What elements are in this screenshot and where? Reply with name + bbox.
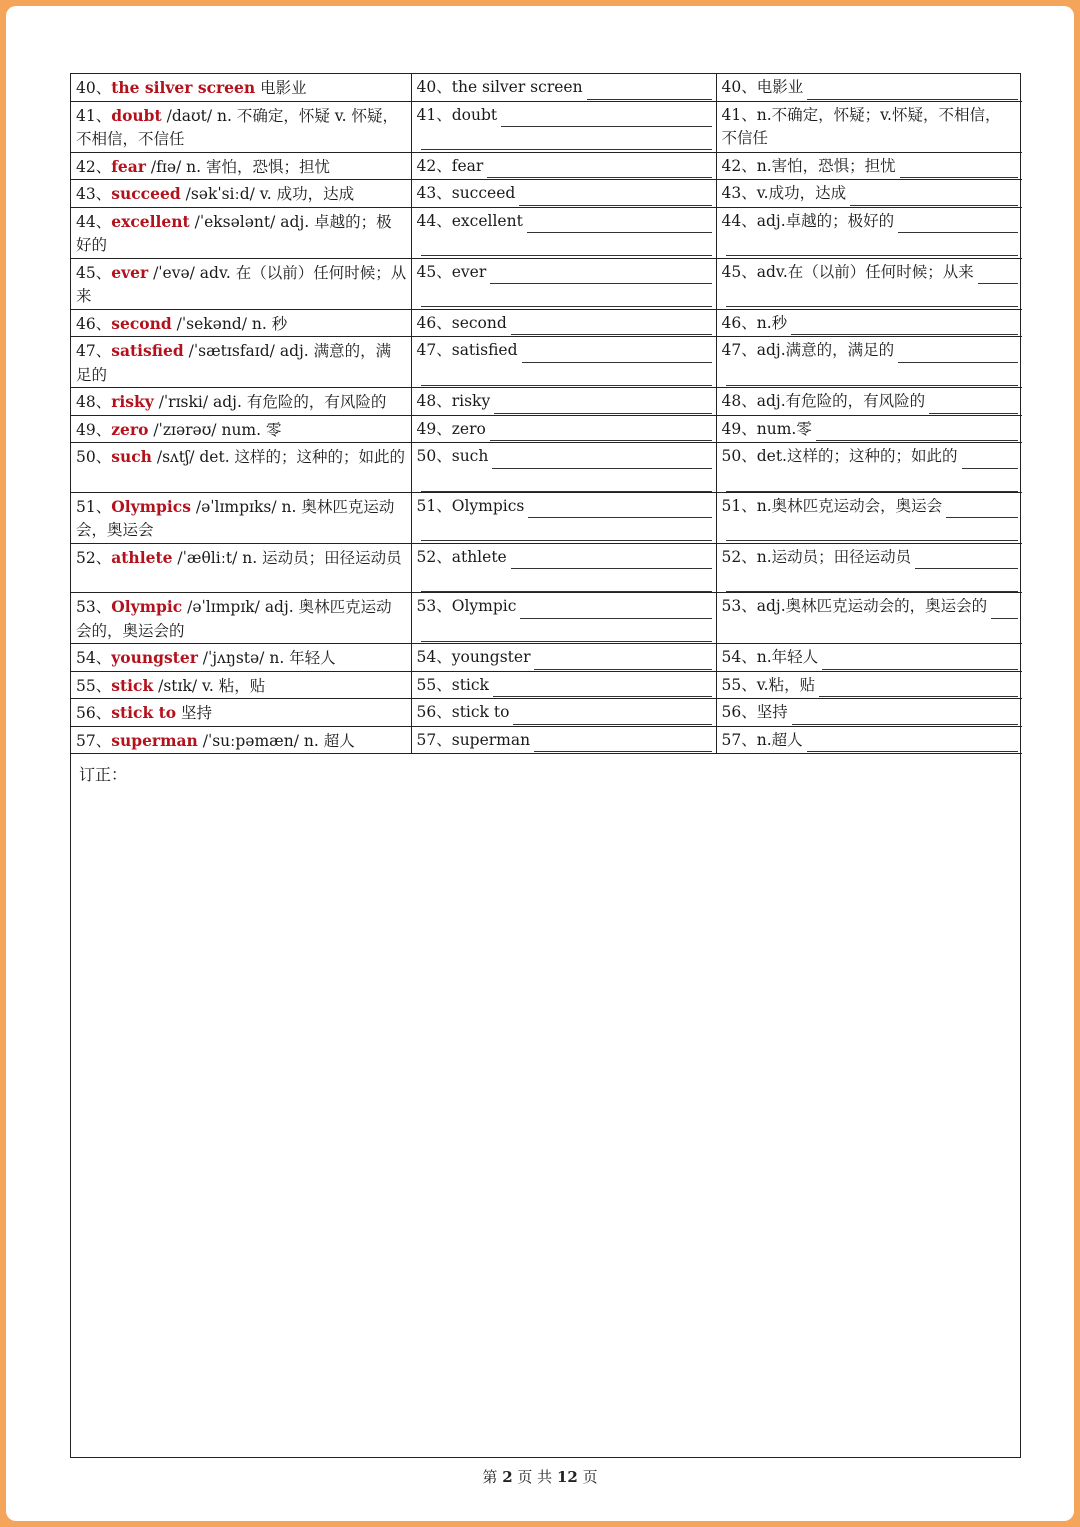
item-number: 41、: [76, 106, 112, 125]
answer-blank-line[interactable]: [421, 363, 712, 386]
answer-blank[interactable]: [816, 422, 1018, 441]
vocab-row: [71, 443, 1022, 493]
prompt-meaning: num.零: [756, 419, 812, 438]
vocab-row: [71, 726, 1022, 754]
item-number: 44、: [416, 211, 452, 230]
item-number: 55、: [416, 675, 452, 694]
item-number: 54、: [416, 648, 452, 666]
answer-blank[interactable]: [520, 600, 711, 619]
prompt-meaning: adv.在（以前）任何时候；从来: [756, 262, 974, 281]
answer-blank[interactable]: [534, 733, 711, 752]
prompt-word: athlete: [451, 547, 507, 566]
answer-blank[interactable]: [978, 265, 1018, 284]
prompt-text: [417, 104, 498, 128]
prompt-text: [722, 495, 943, 519]
prompt-text: [722, 390, 926, 414]
english-prompt-cell: [411, 699, 716, 727]
reference-cell: [71, 593, 411, 644]
vocab-row: [71, 415, 1022, 443]
vocab-word: excellent: [111, 211, 190, 231]
vocab-word: second: [111, 313, 172, 333]
answer-blank[interactable]: [494, 395, 711, 414]
chinese-prompt-cell: [716, 152, 1022, 180]
answer-blank-line[interactable]: [726, 363, 1019, 386]
prompt-text: [722, 445, 958, 469]
prompt-text: [722, 104, 1015, 151]
answer-blank-line[interactable]: [421, 518, 712, 541]
vocab-row: [71, 388, 1022, 416]
vocab-row: [71, 543, 1022, 593]
answer-blank[interactable]: [850, 187, 1018, 206]
chinese-prompt-cell: [716, 180, 1022, 208]
answer-blank-line[interactable]: [421, 469, 712, 492]
answer-blank-line[interactable]: [726, 518, 1019, 541]
english-prompt-cell: [411, 726, 716, 754]
prompt-word: stick: [451, 675, 489, 694]
chinese-prompt-cell: [716, 644, 1022, 672]
page-footer: [0, 1466, 1080, 1487]
answer-blank[interactable]: [587, 81, 712, 100]
item-number: 55、: [76, 676, 112, 695]
prompt-word: ever: [451, 262, 487, 281]
prompt-text: [722, 339, 895, 363]
answer-blank[interactable]: [791, 316, 1018, 335]
vocab-definition: /ˈsuːpəmæn/ n. 超人: [197, 731, 355, 750]
answer-blank[interactable]: [490, 422, 712, 441]
prompt-meaning: n.不确定，怀疑；v.怀疑，不相信，不信任: [721, 105, 1001, 147]
vocab-word: doubt: [111, 105, 162, 125]
prompt-word: fear: [451, 156, 484, 175]
prompt-text: [417, 595, 517, 619]
reference-cell: [71, 101, 411, 152]
total-pages: 12: [556, 1468, 578, 1486]
answer-blank-line[interactable]: [726, 233, 1019, 256]
answer-blank[interactable]: [487, 159, 711, 178]
prompt-meaning: adj.满意的，满足的: [756, 341, 895, 359]
worksheet: [70, 73, 1021, 1458]
reference-cell: [71, 699, 411, 727]
vocab-definition: /əˈlɪmpɪks/ n. 奥林匹克运动会，奥运会: [76, 497, 395, 539]
item-number: 53、: [721, 597, 757, 615]
vocab-word: ever: [111, 262, 149, 282]
reference-cell: [71, 258, 411, 309]
vocab-definition: /fɪə/ n. 害怕，恐惧；担忧: [145, 157, 330, 176]
chinese-prompt-cell: [716, 699, 1022, 727]
answer-blank[interactable]: [490, 265, 711, 284]
reference-cell: [71, 309, 411, 337]
answer-blank[interactable]: [527, 214, 712, 233]
reference-cell: [71, 337, 411, 388]
item-number: 48、: [721, 392, 757, 410]
vocab-row: [71, 180, 1022, 208]
prompt-text: [417, 674, 489, 698]
item-number: 46、: [416, 313, 452, 332]
prompt-text: [417, 155, 484, 179]
chinese-prompt-cell: [716, 726, 1022, 754]
vocab-row: [71, 671, 1022, 699]
vocab-row: [71, 258, 1022, 309]
prompt-meaning: n.秒: [756, 313, 788, 332]
answer-blank-line[interactable]: [421, 619, 712, 642]
english-prompt-cell: [411, 443, 716, 493]
vocab-row: [71, 101, 1022, 152]
item-number: 42、: [721, 156, 757, 175]
item-number: 53、: [416, 597, 452, 615]
answer-blank[interactable]: [792, 706, 1018, 725]
english-prompt-cell: [411, 152, 716, 180]
chinese-prompt-cell: [716, 415, 1022, 443]
reference-cell: [71, 207, 411, 258]
english-prompt-cell: [411, 180, 716, 208]
vocab-definition: /daʊt/ n. 不确定，怀疑 v. 怀疑，不相信，不信任: [76, 106, 399, 148]
correction-label: 订正：: [79, 765, 128, 784]
item-number: 43、: [721, 184, 757, 202]
item-number: 42、: [416, 156, 452, 175]
vocab-word: risky: [111, 392, 154, 411]
prompt-text: [722, 76, 804, 100]
prompt-meaning: n.害怕，恐惧；担忧: [756, 156, 896, 175]
item-number: 57、: [721, 730, 757, 749]
item-number: 46、: [76, 314, 112, 333]
english-prompt-cell: [411, 74, 716, 101]
prompt-text: [722, 674, 816, 698]
vocab-word: superman: [111, 730, 198, 750]
prompt-text: [722, 312, 788, 336]
prompt-text: [722, 155, 896, 179]
vocab-row: [71, 152, 1022, 180]
prompt-text: [417, 339, 518, 363]
answer-blank[interactable]: [522, 344, 712, 363]
prompt-word: youngster: [451, 648, 531, 666]
chinese-prompt-cell: [716, 337, 1022, 388]
item-number: 44、: [721, 211, 757, 230]
prompt-meaning: 坚持: [756, 703, 788, 721]
vocab-definition: /ˈzɪərəʊ/ num. 零: [148, 420, 282, 439]
answer-blank-line[interactable]: [421, 569, 712, 592]
reference-cell: [71, 415, 411, 443]
english-prompt-cell: [411, 543, 716, 593]
prompt-text: [722, 210, 895, 234]
item-number: 49、: [76, 420, 112, 439]
prompt-word: succeed: [451, 184, 516, 202]
prompt-text: [722, 261, 974, 285]
item-number: 54、: [76, 649, 112, 667]
vocab-row: [71, 492, 1022, 543]
vocab-definition: /ˈjʌŋstə/ n. 年轻人: [197, 649, 336, 667]
prompt-text: [722, 546, 912, 570]
prompt-text: [417, 182, 516, 206]
english-prompt-cell: [411, 671, 716, 699]
prompt-meaning: n.超人: [756, 730, 803, 749]
vocab-word: stick to: [111, 703, 177, 722]
answer-blank[interactable]: [807, 81, 1018, 100]
item-number: 40、: [416, 78, 452, 96]
item-number: 53、: [76, 598, 112, 616]
chinese-prompt-cell: [716, 492, 1022, 543]
prompt-meaning: adj.奥林匹克运动会的，奥运会的: [756, 597, 988, 615]
answer-blank[interactable]: [807, 733, 1018, 752]
answer-blank[interactable]: [946, 499, 1018, 518]
vocab-word: the silver screen: [111, 78, 256, 97]
footer-prefix: 第: [482, 1468, 503, 1486]
chinese-prompt-cell: [716, 593, 1022, 644]
vocab-row: [71, 699, 1022, 727]
vocab-definition: /ˈeksələnt/ adj. 卓越的；极好的: [76, 212, 392, 254]
reference-cell: [71, 74, 411, 101]
item-number: 51、: [721, 496, 757, 515]
vocab-row: [71, 74, 1022, 101]
vocab-row: [71, 309, 1022, 337]
english-prompt-cell: [411, 492, 716, 543]
prompt-text: [417, 729, 531, 753]
item-number: 56、: [76, 704, 112, 722]
reference-cell: [71, 152, 411, 180]
prompt-word: such: [451, 447, 489, 465]
chinese-prompt-cell: [716, 388, 1022, 416]
vocab-table: [71, 74, 1022, 754]
footer-mid: 页 共: [512, 1468, 557, 1486]
answer-blank[interactable]: [501, 108, 711, 127]
vocab-word: athlete: [111, 547, 173, 567]
answer-blank[interactable]: [900, 159, 1018, 178]
answer-blank-line[interactable]: [726, 469, 1019, 492]
item-number: 44、: [76, 212, 112, 231]
item-number: 47、: [721, 341, 757, 359]
item-number: 54、: [721, 648, 757, 666]
footer-suffix: 页: [577, 1468, 598, 1486]
answer-blank[interactable]: [534, 651, 711, 670]
prompt-text: [417, 546, 507, 570]
prompt-word: Olympics: [451, 496, 525, 515]
answer-blank[interactable]: [511, 316, 712, 335]
prompt-text: [417, 418, 486, 442]
vocab-definition: /sʌtʃ/ det. 这样的；这种的；如此的: [151, 448, 406, 466]
prompt-text: [417, 312, 507, 336]
item-number: 50、: [721, 447, 757, 465]
english-prompt-cell: [411, 207, 716, 258]
prompt-meaning: n.运动员；田径运动员: [756, 547, 912, 566]
answer-blank[interactable]: [962, 450, 1019, 469]
item-number: 42、: [76, 157, 112, 176]
prompt-meaning: det.这样的；这种的；如此的: [756, 447, 958, 465]
item-number: 40、: [76, 79, 112, 97]
prompt-word: second: [451, 313, 507, 332]
reference-cell: [71, 726, 411, 754]
vocab-definition: /ˈrɪski/ adj. 有危险的，有风险的: [153, 393, 387, 411]
correction-area: [71, 754, 1020, 793]
answer-blank-line[interactable]: [726, 284, 1019, 307]
prompt-meaning: 电影业: [756, 78, 804, 96]
english-prompt-cell: [411, 101, 716, 152]
english-prompt-cell: [411, 593, 716, 644]
chinese-prompt-cell: [716, 258, 1022, 309]
prompt-text: [417, 701, 510, 725]
item-number: 48、: [76, 393, 112, 411]
prompt-text: [722, 646, 819, 670]
prompt-text: [722, 182, 847, 206]
item-number: 47、: [76, 342, 112, 360]
item-number: 45、: [416, 262, 452, 281]
prompt-meaning: v.粘，贴: [756, 675, 816, 694]
item-number: 45、: [76, 263, 112, 282]
prompt-word: doubt: [451, 105, 498, 124]
reference-cell: [71, 180, 411, 208]
item-number: 49、: [416, 419, 452, 438]
answer-blank-line[interactable]: [421, 233, 712, 256]
prompt-text: [722, 418, 812, 442]
answer-blank[interactable]: [519, 187, 711, 206]
item-number: 56、: [721, 703, 757, 721]
item-number: 52、: [416, 547, 452, 566]
item-number: 46、: [721, 313, 757, 332]
vocab-row: [71, 207, 1022, 258]
vocab-definition: /ˈevə/ adv. 在（以前）任何时候；从来: [76, 263, 407, 305]
reference-cell: [71, 644, 411, 672]
vocab-word: youngster: [111, 648, 198, 667]
item-number: 40、: [721, 78, 757, 96]
prompt-meaning: adj.卓越的；极好的: [756, 211, 895, 230]
answer-blank[interactable]: [513, 706, 711, 725]
vocab-definition: /əˈlɪmpɪk/ adj. 奥林匹克运动会的，奥运会的: [76, 598, 392, 640]
vocab-row: [71, 644, 1022, 672]
prompt-text: [417, 445, 489, 469]
answer-blank[interactable]: [493, 678, 712, 697]
reference-cell: [71, 671, 411, 699]
prompt-text: [417, 646, 531, 670]
answer-blank[interactable]: [898, 344, 1018, 363]
current-page: 2: [502, 1468, 513, 1486]
prompt-text: [722, 729, 803, 753]
item-number: 56、: [416, 703, 452, 721]
chinese-prompt-cell: [716, 74, 1022, 101]
vocab-word: Olympics: [111, 496, 191, 516]
page-frame: [6, 6, 1074, 1521]
reference-cell: [71, 492, 411, 543]
chinese-prompt-cell: [716, 101, 1022, 152]
prompt-meaning: n.年轻人: [756, 648, 819, 666]
english-prompt-cell: [411, 388, 716, 416]
reference-cell: [71, 388, 411, 416]
prompt-word: risky: [451, 392, 491, 410]
answer-blank[interactable]: [915, 550, 1018, 569]
item-number: 52、: [721, 547, 757, 566]
answer-blank[interactable]: [511, 550, 712, 569]
chinese-prompt-cell: [716, 309, 1022, 337]
item-number: 51、: [76, 497, 112, 516]
vocab-definition: 电影业: [255, 79, 307, 97]
item-number: 55、: [721, 675, 757, 694]
chinese-prompt-cell: [716, 207, 1022, 258]
answer-blank[interactable]: [929, 395, 1018, 414]
item-number: 49、: [721, 419, 757, 438]
english-prompt-cell: [411, 258, 716, 309]
chinese-prompt-cell: [716, 671, 1022, 699]
item-number: 57、: [76, 731, 112, 750]
vocab-definition: /stɪk/ v. 粘，贴: [153, 676, 266, 695]
answer-blank-line[interactable]: [421, 284, 712, 307]
prompt-word: stick to: [451, 703, 510, 721]
answer-blank[interactable]: [492, 450, 711, 469]
prompt-meaning: adj.有危险的，有风险的: [756, 392, 926, 410]
reference-cell: [71, 543, 411, 593]
reference-cell: [71, 443, 411, 493]
vocab-definition: /ˈæθliːt/ n. 运动员；田径运动员: [172, 548, 402, 567]
prompt-text: [417, 76, 583, 100]
item-number: 52、: [76, 548, 112, 567]
english-prompt-cell: [411, 337, 716, 388]
prompt-text: [417, 495, 525, 519]
item-number: 57、: [416, 730, 452, 749]
vocab-definition: /ˈsekənd/ n. 秒: [171, 314, 288, 333]
prompt-word: superman: [451, 730, 531, 749]
item-number: 51、: [416, 496, 452, 515]
item-number: 45、: [721, 262, 757, 281]
prompt-text: [417, 261, 487, 285]
answer-blank[interactable]: [898, 214, 1018, 233]
vocab-row: [71, 593, 1022, 644]
prompt-word: satisfied: [451, 341, 518, 359]
answer-blank[interactable]: [822, 651, 1018, 670]
prompt-word: Olympic: [451, 597, 517, 615]
item-number: 43、: [76, 185, 112, 203]
prompt-word: zero: [451, 419, 486, 438]
prompt-text: [417, 390, 491, 414]
vocab-word: Olympic: [111, 597, 183, 616]
english-prompt-cell: [411, 309, 716, 337]
prompt-text: [722, 701, 788, 725]
vocab-word: satisfied: [111, 341, 184, 360]
english-prompt-cell: [411, 644, 716, 672]
prompt-meaning: n.奥林匹克运动会，奥运会: [756, 496, 943, 515]
answer-blank[interactable]: [819, 678, 1018, 697]
vocab-definition: /ˈsætɪsfaɪd/ adj. 满意的，满足的: [76, 342, 392, 384]
english-prompt-cell: [411, 415, 716, 443]
answer-blank-line[interactable]: [421, 127, 712, 150]
vocab-word: stick: [111, 675, 154, 695]
vocab-word: zero: [111, 419, 149, 439]
item-number: 41、: [416, 105, 452, 124]
answer-blank-line[interactable]: [726, 569, 1019, 592]
prompt-word: excellent: [451, 211, 523, 230]
vocab-row: [71, 337, 1022, 388]
item-number: 47、: [416, 341, 452, 359]
item-number: 43、: [416, 184, 452, 202]
vocab-definition: 坚持: [176, 704, 213, 722]
chinese-prompt-cell: [716, 443, 1022, 493]
answer-blank[interactable]: [991, 600, 1018, 619]
item-number: 41、: [721, 105, 757, 124]
chinese-prompt-cell: [716, 543, 1022, 593]
item-number: 50、: [416, 447, 452, 465]
item-number: 50、: [76, 448, 112, 466]
prompt-word: the silver screen: [451, 78, 583, 96]
vocab-word: such: [111, 447, 152, 466]
vocab-word: fear: [111, 156, 146, 176]
vocab-definition: /səkˈsiːd/ v. 成功，达成: [180, 185, 355, 203]
item-number: 48、: [416, 392, 452, 410]
prompt-meaning: v.成功，达成: [756, 184, 847, 202]
prompt-text: [722, 595, 988, 619]
vocab-word: succeed: [111, 184, 181, 203]
answer-blank[interactable]: [528, 499, 711, 518]
prompt-text: [417, 210, 523, 234]
